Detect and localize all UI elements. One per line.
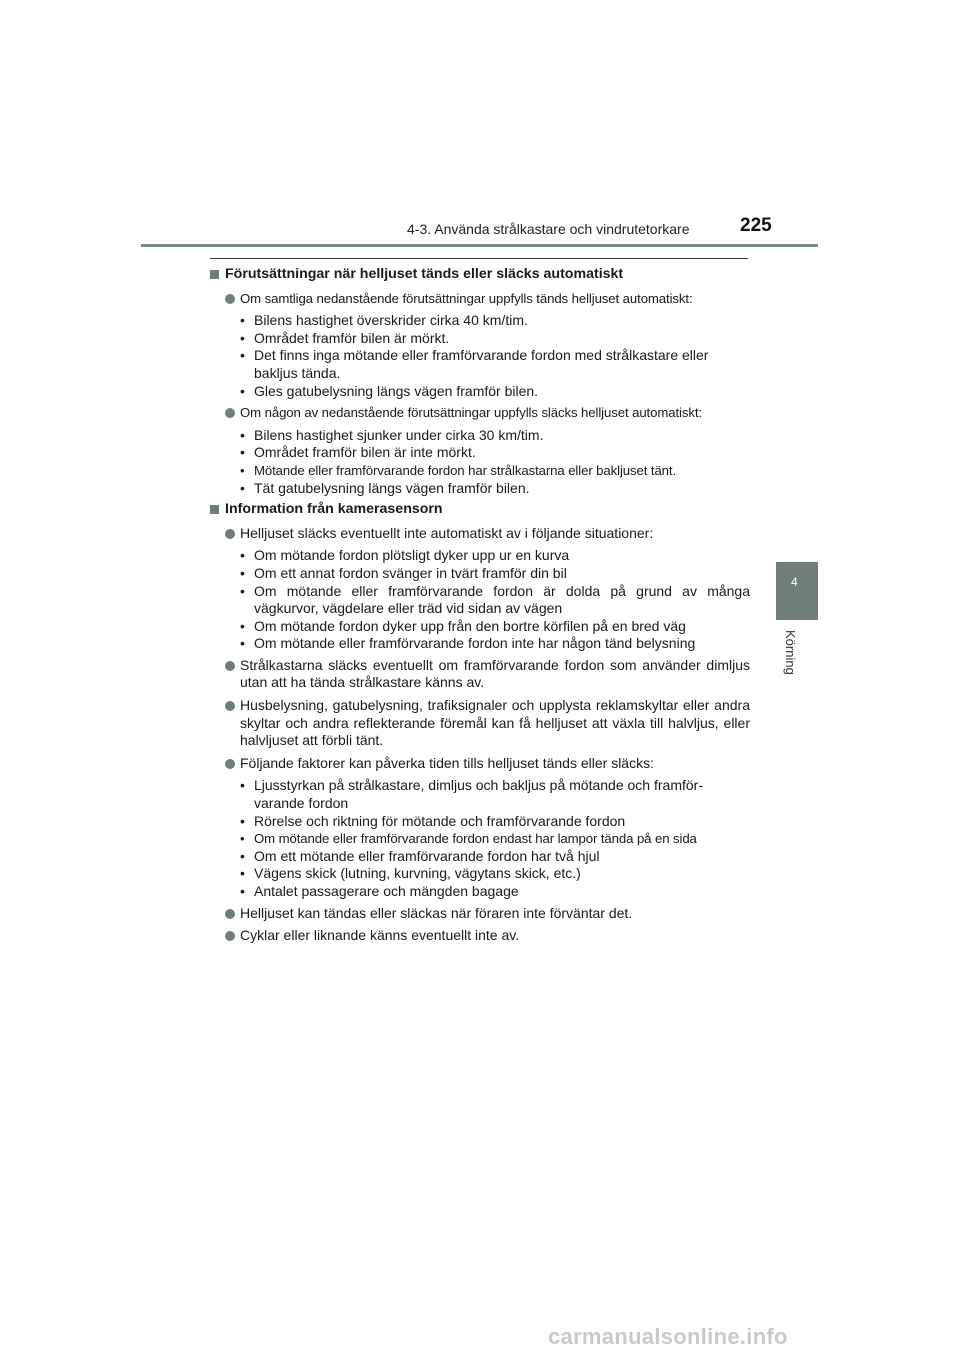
sub-list-item: • Området framför bilen är mörkt. [240, 329, 450, 346]
sub-list-item: • Det finns inga mötande eller framförvarande fordon med strålkastare eller bakljus tända. [240, 347, 709, 381]
list-item [210, 697, 750, 750]
item-text: Om samtliga nedanstående förutsättningar uppfylls tänds helljuset automatiskt: [240, 290, 693, 306]
section-rule [210, 258, 748, 259]
sub-list [210, 312, 750, 400]
item-text: Helljuset kan tändas eller släckas när föraren inte förväntar det. [240, 904, 633, 921]
sub-list-item: • Rörelse och riktning för mötande och framförvarande fordon [240, 812, 626, 829]
item-text: Strålkastarna släcks eventuellt om framförvarande fordon som använder dimljus utan att ha tända strålkastare känns av. [240, 656, 750, 691]
item-text: Följande faktorer kan påverka tiden tills helljuset tänds eller släcks: [240, 754, 654, 771]
circle-bullet-icon [225, 759, 235, 769]
sub-list-item: • Om mötande fordon plötsligt dyker upp ur en kurva [240, 547, 570, 564]
sub-list-item: • Bilens hastighet sjunker under cirka 30 km/tim. [240, 426, 544, 443]
item-text: Cyklar eller liknande känns eventuellt inte av. [240, 927, 520, 944]
list-item [210, 755, 750, 773]
sub-list-item: • Om mötande eller framförvarande fordon inte har någon tänd belysning [240, 635, 696, 652]
list-item [210, 657, 750, 692]
square-bullet-icon [210, 505, 219, 514]
circle-bullet-icon [225, 529, 235, 539]
watermark: carmanualsonline.info [548, 1324, 788, 1349]
sub-list-item: • Om mötande fordon dyker upp från den bortre körfilen på en bred väg [240, 617, 686, 634]
item-text: Om någon av nedanstående förutsättningar uppfylls släcks helljuset automatiskt: [240, 405, 702, 421]
square-bullet-icon [210, 270, 219, 279]
circle-bullet-icon [225, 701, 235, 711]
sub-list-item: • Om ett annat fordon svänger in tvärt framför din bil [240, 564, 567, 581]
sub-list [210, 547, 750, 653]
section-heading-text: Information från kamerasensorn [225, 501, 443, 518]
sub-list [210, 427, 750, 497]
list-item [210, 525, 750, 543]
section-heading-text: Förutsättningar när helljuset tänds eller släcks automatiskt [225, 266, 624, 282]
list-item [210, 905, 750, 923]
sub-list-item: • Området framför bilen är inte mörkt. [240, 444, 476, 461]
sub-list-item: • Tät gatubelysning längs vägen framför bilen. [240, 479, 530, 496]
section-heading [210, 501, 750, 519]
sub-list-item: • Mötande eller framförvarande fordon har strålkastarna eller bakljuset tänt. [240, 462, 677, 478]
list-item [210, 290, 750, 308]
circle-bullet-icon [225, 909, 235, 919]
header-rule [141, 244, 818, 247]
chapter-tab-number: 4 [791, 575, 798, 589]
sub-list-item: • Om ett mötande eller framförvarande fordon har två hjul [240, 847, 600, 864]
list-item [210, 927, 750, 945]
sub-list-item: • Ljusstyrkan på strålkastare, dimljus och bakljus på mötande och framför-varande fordon [240, 777, 703, 812]
chapter-tab-label: Körning [783, 630, 798, 675]
section-heading [210, 266, 750, 284]
chapter-tab [776, 562, 818, 620]
sub-list-item: • Om mötande eller framförvarande fordon endast har lampor tända på en sida [240, 831, 697, 847]
sub-list-item: • Gles gatubelysning längs vägen framför bilen. [240, 382, 539, 399]
list-item [210, 404, 750, 422]
sub-list-item: • Bilens hastighet överskrider cirka 40 km/tim. [240, 312, 528, 329]
item-text: Helljuset släcks eventuellt inte automatiskt av i följande situationer: [240, 524, 654, 541]
sub-list-item: • Antalet passagerare och mängden bagage [240, 883, 519, 899]
page-number: 225 [740, 215, 772, 236]
circle-bullet-icon [225, 661, 235, 671]
chapter-title: 4-3. Använda strålkastare och vindrutetorkare [407, 221, 690, 237]
sub-list [210, 777, 750, 900]
sub-list-item: • Vägens skick (lutning, kurvning, vägytans skick, etc.) [240, 865, 581, 882]
page-content [210, 266, 750, 950]
sub-list-item: • Om mötande eller framförvarande fordon är dolda på grund av många vägkurvor, vägdelare eller träd vid sidan av vägen [240, 582, 750, 617]
circle-bullet-icon [225, 408, 235, 418]
circle-bullet-icon [225, 294, 235, 304]
circle-bullet-icon [225, 931, 235, 941]
item-text: Husbelysning, gatubelysning, trafiksignaler och upplysta reklamskyltar eller andra skyltar och andra reflekterande föremål kan få helljuset att växla till halvljus, eller halvljuset att förbli tänt. [240, 697, 750, 749]
